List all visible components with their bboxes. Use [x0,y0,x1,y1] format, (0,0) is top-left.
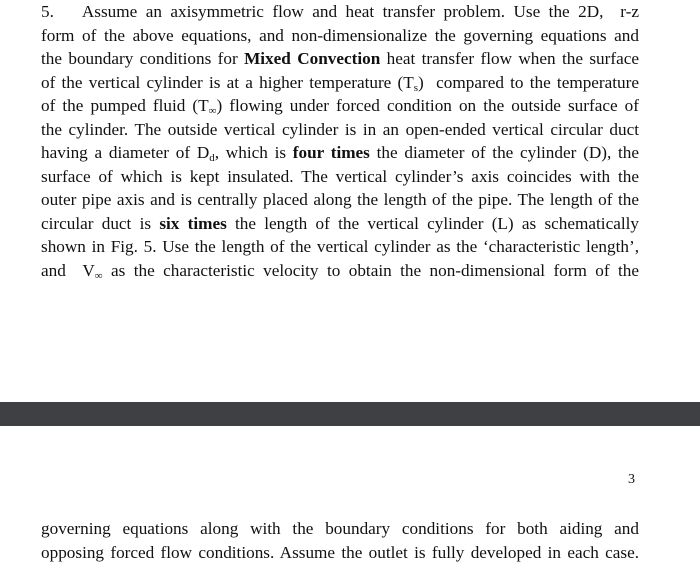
text-line [41,47,639,71]
text-line [41,212,639,236]
line-text: surface of which is kept insulated. The vertical cylinder’s axis coincides with the [41,167,639,186]
subscript: ∞ [94,270,103,282]
line-text: ) flowing under forced condition on the outside surface of [216,96,639,115]
text-line [41,24,639,48]
line-text: circular duct is [41,214,160,233]
line-text: of the pumped fluid (T [41,96,209,115]
line-text: the cylinder. The outside vertical cylinder is in an open-ended vertical circular duct [41,120,639,139]
line-text: the length of the vertical cylinder (L) as schematically [226,214,639,233]
text-line [41,259,639,283]
line-text: ) compared to the temperature [418,73,639,92]
bold-term: four times [292,143,370,162]
question-number: 5. [41,2,54,21]
line-text: the diameter of the cylinder (D), the [369,143,639,162]
bold-term: six times [159,214,227,233]
bold-term: Mixed Convection [244,49,381,68]
line-text: of the vertical cylinder is at a higher temperature (T [41,73,414,92]
text-line: governing equations along with the boundary conditions for both aiding and [41,519,639,538]
line-text: form of the above equations, and non-dimensionalize the governing equations and [41,26,639,45]
text-line [41,141,639,165]
text-line: opposing forced flow conditions. Assume the outlet is fully developed in each case. [41,543,639,562]
page-break-band [0,402,700,426]
line-text: heat transfer flow when the surface [380,49,639,68]
line-text: as the characteristic velocity to obtain the non-dimensional form of the [102,261,639,280]
line-text: Assume an axisymmetric flow and heat transfer problem. Use the 2D, r-z [81,2,639,21]
text-line [41,0,639,24]
line-text: having a diameter of D [41,143,210,162]
text-line [41,94,639,118]
page-number: 3 [628,472,635,487]
line-text: outer pipe axis and is centrally placed along the length of the pipe. The length of the [41,190,639,209]
question-paragraph [41,0,639,290]
line-text: , which is [214,143,293,162]
subscript: ∞ [208,105,217,117]
line-text: and V [41,261,95,280]
text-line [41,118,639,142]
subscript: d [209,152,215,164]
text-line [41,165,639,189]
line-text: the boundary conditions for [41,49,245,68]
text-line [41,188,639,212]
line-text: shown in Fig. 5. Use the length of the vertical cylinder as the ‘characteristic length’, [41,237,639,256]
text-line [41,235,639,259]
subscript: s [413,82,419,94]
text-line [41,71,639,95]
